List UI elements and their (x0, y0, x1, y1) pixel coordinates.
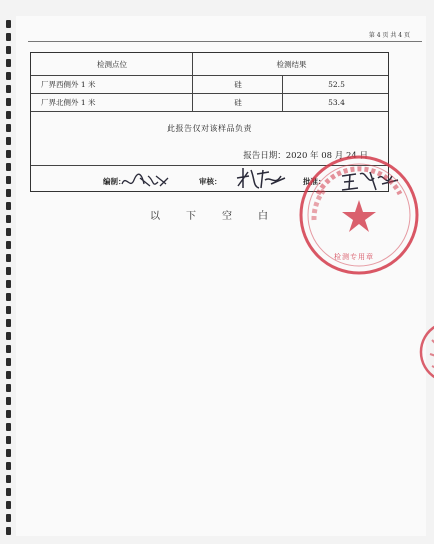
compiled-signature (120, 170, 170, 192)
blank-marker: 以下空白 (150, 211, 294, 222)
report-date: 报告日期：2020 年 08 月 24 日 (243, 151, 368, 161)
binding-hole (6, 137, 11, 145)
binding-hole (6, 319, 11, 327)
binding-hole (6, 488, 11, 496)
binding-hole (6, 202, 11, 210)
binding-hole (6, 371, 11, 379)
row-location: 厂界北侧外 1 米 (41, 97, 96, 107)
binding-hole (6, 46, 11, 54)
row-value: 52.5 (328, 79, 345, 89)
binding-hole (6, 33, 11, 41)
table-header-row (31, 53, 388, 76)
binding-hole (6, 124, 11, 132)
stamp-center-text: 检测专用章 (334, 253, 374, 261)
table-row (31, 75, 388, 94)
binding-hole (6, 215, 11, 223)
binding-hole (6, 358, 11, 366)
column-divider (192, 53, 193, 111)
binding-hole (6, 111, 11, 119)
binding-hole (6, 176, 11, 184)
binding-hole (6, 280, 11, 288)
binding-hole (6, 527, 11, 535)
binding-hole (6, 254, 11, 262)
binding-hole (6, 449, 11, 457)
binding-hole (6, 462, 11, 470)
report-note: 此报告仅对该样品负责 (167, 124, 252, 133)
row-element: 硅 (234, 79, 242, 89)
binding-hole (6, 332, 11, 340)
binding-hole (6, 98, 11, 106)
row-location: 厂界西侧外 1 米 (41, 79, 96, 89)
seal-fragment (402, 322, 434, 382)
binding-hole (6, 267, 11, 275)
binding-hole (6, 59, 11, 67)
binding-hole (6, 475, 11, 483)
row-value: 53.4 (328, 97, 345, 107)
binding-hole (6, 163, 11, 171)
table-row (31, 93, 388, 112)
binding-holes (4, 20, 16, 540)
compiled-label: 编制： (103, 177, 126, 186)
page-number: 第 4 页 共 4 页 (368, 32, 410, 39)
binding-hole (6, 189, 11, 197)
binding-hole (6, 501, 11, 509)
approved-label: 批准： (303, 177, 326, 186)
binding-hole (6, 410, 11, 418)
row-element: 硅 (234, 97, 242, 107)
header-location: 检测点位 (97, 59, 127, 69)
header-result: 检测结果 (276, 59, 307, 69)
binding-hole (6, 241, 11, 249)
column-divider (282, 75, 283, 111)
binding-hole (6, 293, 11, 301)
binding-hole (6, 85, 11, 93)
binding-hole (6, 384, 11, 392)
binding-hole (6, 436, 11, 444)
binding-hole (6, 150, 11, 158)
binding-hole (6, 345, 11, 353)
reviewed-signature (235, 166, 287, 192)
binding-hole (6, 228, 11, 236)
binding-hole (6, 20, 11, 28)
binding-hole (6, 397, 11, 405)
binding-hole (6, 423, 11, 431)
header-rule (28, 41, 422, 42)
binding-hole (6, 306, 11, 314)
binding-hole (6, 514, 11, 522)
reviewed-label: 审核： (199, 177, 222, 186)
binding-hole (6, 72, 11, 80)
